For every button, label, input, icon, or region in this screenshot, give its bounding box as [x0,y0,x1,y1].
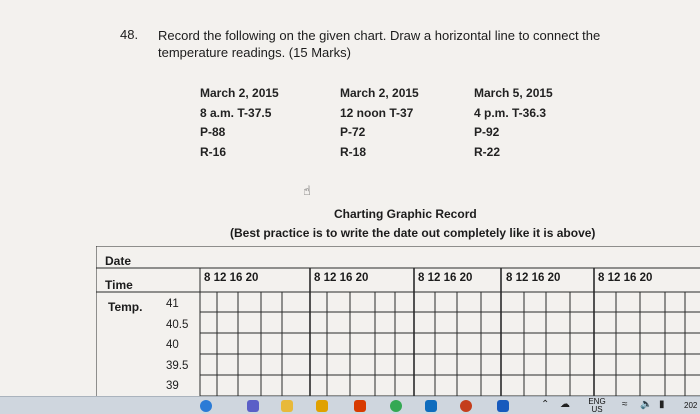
reading-pulse: P-88 [200,125,226,139]
region-code: US [591,405,603,414]
chrome-icon[interactable] [390,400,402,412]
time-group-4: 8 12 16 20 [506,272,561,284]
time-group-3: 8 12 16 20 [418,272,473,284]
reading-resp: R-16 [200,144,227,159]
chevron-up-icon[interactable]: ⌃ [541,399,550,410]
store-icon[interactable] [316,400,328,412]
reading-pulse: P-72 [340,125,366,139]
question-number: 48. [120,27,139,42]
reading-time-temp: 4 p.m. T-36.3 [474,105,547,120]
battery-icon[interactable]: ▮ [659,399,665,410]
time-group-1: 8 12 16 20 [204,272,259,284]
outlook-icon[interactable] [425,400,437,412]
question-line-2: temperature readings. (15 Marks) [158,45,351,60]
language-indicator[interactable] [586,398,608,414]
reading-pulse: P-92 [474,125,500,139]
chart-subtitle: (Best practice is to write the date out completely like it is above) [230,226,596,240]
graphic-record-grid [96,246,700,396]
temp-value-41: 41 [166,298,179,310]
time-group-5: 8 12 16 20 [598,272,653,284]
volume-icon[interactable]: 🔈 [640,399,653,410]
question-line-1: Record the following on the given chart. Draw a horizontal line to connect the [158,28,601,43]
reading-time-temp: 8 a.m. T-37.5 [200,105,272,120]
reading-date: March 2, 2015 [200,86,279,100]
time-group-2: 8 12 16 20 [314,272,369,284]
chart-title: Charting Graphic Record [334,207,477,221]
reading-date: March 5, 2015 [474,86,553,100]
temp-value-39-5: 39.5 [166,360,189,372]
language-code: ENG [588,397,606,406]
reading-block-3 [474,84,553,162]
reading-resp: R-22 [474,144,501,159]
question-text [158,27,638,61]
powerpoint-icon[interactable] [460,400,472,412]
word-icon[interactable] [497,400,509,412]
reading-time-temp: 12 noon T-37 [340,105,414,120]
taskbar [0,396,700,414]
edge-icon[interactable] [200,400,212,412]
teams-icon[interactable] [247,400,259,412]
reading-resp: R-18 [340,144,367,159]
onedrive-icon[interactable]: ☁ [560,399,570,410]
temp-value-40: 40 [166,339,179,351]
temp-value-39: 39 [166,380,179,392]
clock-text[interactable]: 202 [684,401,698,410]
row-label-date: Date [105,254,132,268]
mouse-cursor-icon: ☝ [303,183,311,198]
wifi-icon[interactable]: ≈ [622,399,628,410]
reading-block-2 [340,84,419,162]
row-label-time: Time [105,278,133,292]
temp-value-40-5: 40.5 [166,319,189,331]
reading-date: March 2, 2015 [340,86,419,100]
office-icon[interactable] [354,400,366,412]
reading-block-1 [200,84,279,162]
row-label-temp: Temp. [108,300,143,314]
file-explorer-icon[interactable] [281,400,293,412]
